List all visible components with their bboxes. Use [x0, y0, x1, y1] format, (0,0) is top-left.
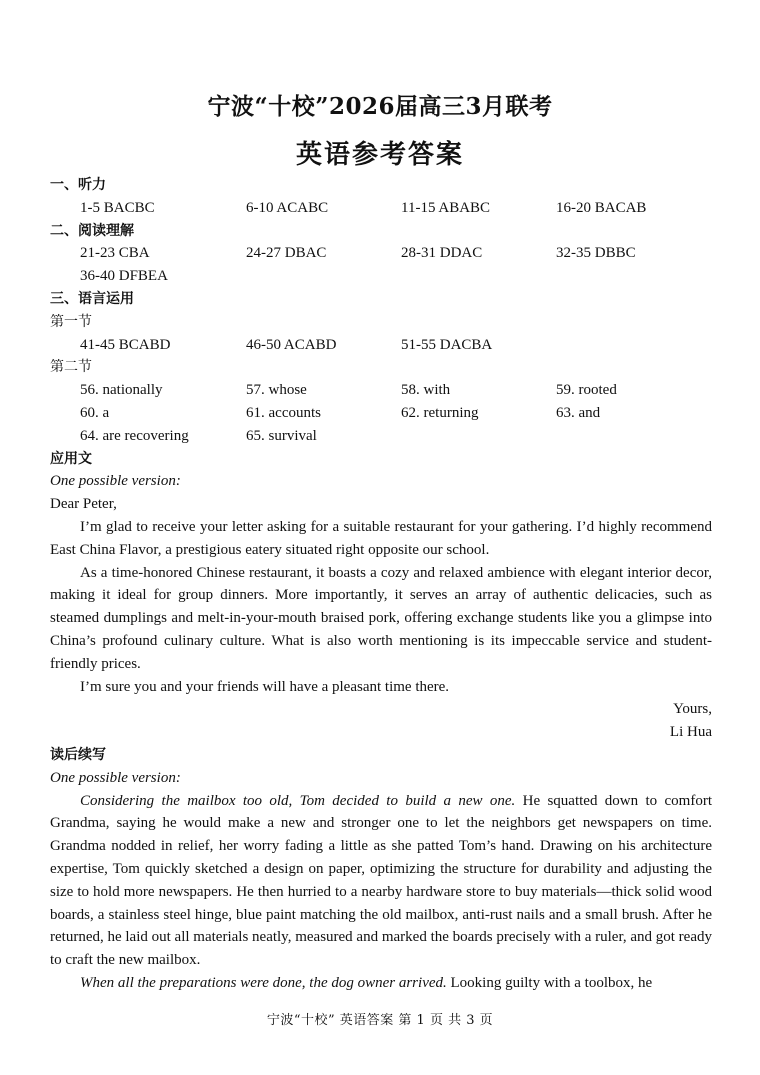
section-heading-continuation: 读后续写	[50, 746, 106, 763]
section-heading-reading: 二、阅读理解	[50, 222, 134, 239]
answer-row	[50, 379, 712, 402]
section-heading-writing: 应用文	[50, 450, 92, 467]
answer-item: 36-40 DFBEA	[80, 268, 168, 285]
story-paragraph	[50, 972, 712, 995]
answer-item: 60. a	[80, 404, 110, 421]
answer-item: 51-55 DACBA	[401, 336, 493, 353]
answer-item: 28-31 DDAC	[401, 245, 483, 262]
story-body: He squatted down to comfort Grandma, saying he would make a new and stronger one to let the neighbors get newspapers on time. Grandma nodded in relief, her worry fading a little as she patted Tom’s hand. Drawing on his architecture expertise, Tom quickly sketched a design on paper, optimizing the structure for durability and adjusting the size to hold more newspapers. He then hurried to a nearby hardware store to buy materials—thick solid wood boards, a stainless steel hinge, blue paint matching the old mailbox, anti-rust nails and a small brush. After he returned, he laid out all materials neatly, measured and marked the boards precisely with a ruler, and got ready to craft the new mailbox.	[50, 792, 712, 969]
answer-item: 65. survival	[246, 427, 317, 444]
answer-item: 11-15 ABABC	[401, 199, 491, 216]
answer-item: 21-23 CBA	[80, 245, 150, 262]
answer-item: 24-27 DBAC	[246, 245, 327, 262]
answer-row	[50, 334, 712, 357]
letter-greeting: Dear Peter,	[50, 496, 117, 513]
story-lead-sentence: Considering the mailbox too old, Tom decided to build a new one.	[80, 792, 516, 809]
version-label: One possible version:	[50, 769, 181, 786]
answer-item: 59. rooted	[556, 382, 617, 399]
letter-paragraph: I’m glad to receive your letter asking for a suitable restaurant for your gathering. I’d highly recommend East China Flavor, a prestigious eatery situated right opposite our school.	[50, 518, 712, 558]
answer-item: 62. returning	[401, 404, 479, 421]
answer-item: 64. are recovering	[80, 427, 189, 444]
letter-signature: Li Hua	[669, 724, 712, 741]
answer-item: 63. and	[556, 404, 601, 421]
answer-item: 16-20 BACAB	[556, 199, 647, 216]
answer-row	[50, 265, 712, 288]
answer-item: 32-35 DBBC	[556, 245, 636, 262]
page-subtitle: 英语参考答案	[295, 140, 464, 170]
answer-item: 61. accounts	[246, 404, 321, 421]
answer-item: 56. nationally	[80, 382, 163, 399]
answer-row	[50, 242, 712, 265]
answer-content	[50, 174, 712, 995]
page-footer: 宁波“十校” 英语答案 第 1 页 共 3 页	[266, 1013, 494, 1028]
answer-item: 57. whose	[246, 382, 307, 399]
story-body: Looking guilty with a toolbox, he	[446, 974, 653, 991]
letter-paragraph: I’m sure you and your friends will have a pleasant time there.	[80, 678, 450, 695]
section-heading-listening: 一、听力	[50, 177, 106, 193]
section-heading-language: 三、语言运用	[50, 290, 134, 307]
part-label-2: 第二节	[50, 359, 92, 376]
answer-row	[50, 402, 712, 425]
answer-item: 46-50 ACABD	[246, 336, 337, 353]
answer-item: 58. with	[401, 382, 451, 399]
story-paragraph	[50, 790, 712, 972]
part-label-1: 第一节	[50, 313, 92, 330]
answer-row	[50, 197, 712, 220]
answer-item: 6-10 ACABC	[246, 199, 329, 216]
answer-item: 41-45 BCABD	[80, 336, 171, 353]
letter-paragraph: As a time-honored Chinese restaurant, it boasts a cozy and relaxed ambience with elegant interior decor, making it ideal for group dinners. More importantly, it serves an array of authentic delicacies, such as steamed dumplings and melt-in-your-mouth braised pork, offering exchange students like you a glimpse into China’s profound culinary culture. What is also worth mentioning is its impeccable service and student-friendly prices.	[50, 564, 712, 672]
answer-item: 1-5 BACBC	[80, 199, 155, 216]
letter-closing: Yours,	[673, 701, 712, 718]
version-label: One possible version:	[50, 473, 181, 490]
story-lead-sentence: When all the preparations were done, the dog owner arrived.	[80, 974, 447, 991]
page-title: 宁波“十校”2026届高三3月联考	[207, 93, 553, 120]
answer-row	[50, 425, 712, 448]
